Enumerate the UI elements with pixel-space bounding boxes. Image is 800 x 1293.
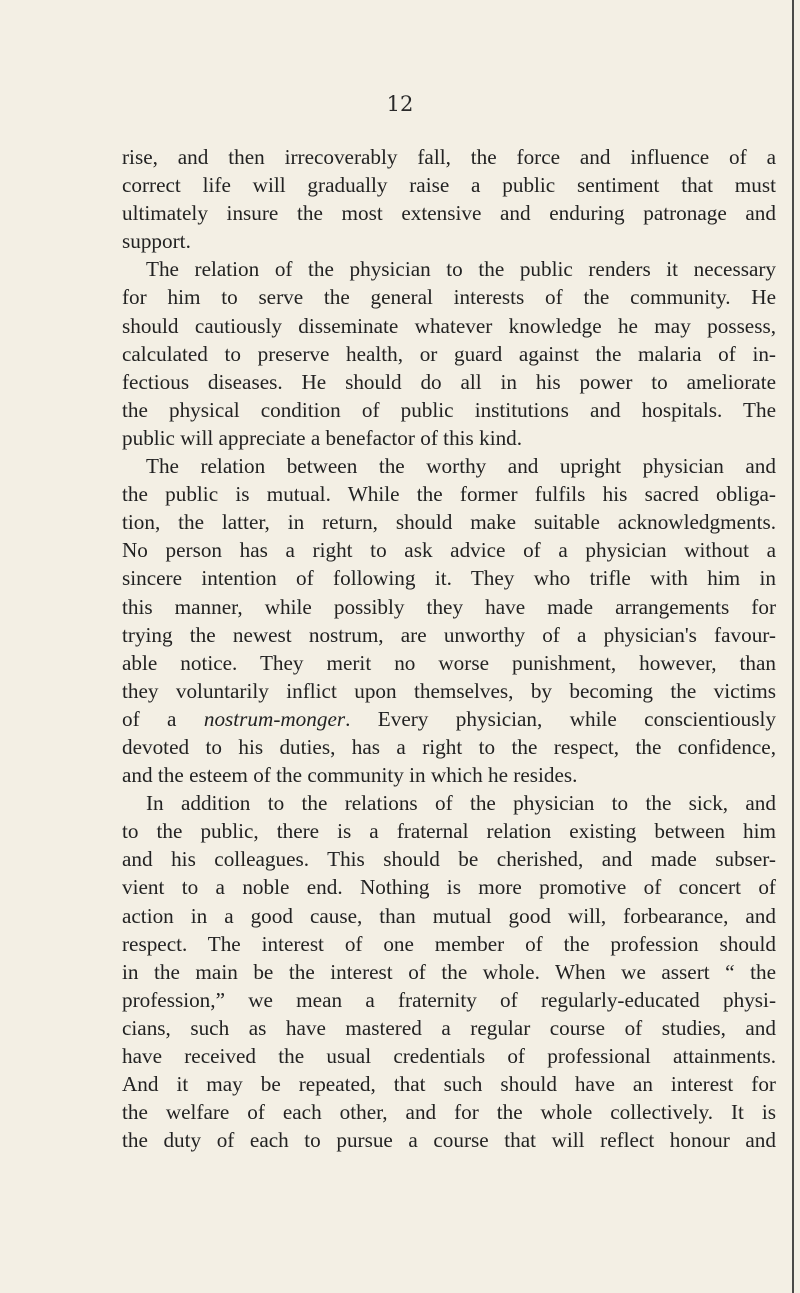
text-line: fectious diseases. He should do all in his power to ameliorate	[122, 369, 776, 394]
text-line: the welfare of each other, and for the whole collectively. It is	[122, 1100, 776, 1125]
text-line: In addition to the relations of the physician to the sick, and	[146, 791, 776, 816]
text-line: support.	[122, 229, 191, 254]
text-line: for him to serve the general interests of the community. He	[122, 285, 776, 310]
text-line: the public is mutual. While the former fulfils his sacred obliga-	[122, 482, 776, 507]
text-line: the duty of each to pursue a course that will reflect honour and	[122, 1128, 776, 1153]
text-line: action in a good cause, than mutual good will, forbearance, and	[122, 903, 776, 928]
text-line: this manner, while possibly they have made arrangements for	[122, 594, 776, 619]
text-line: able notice. They merit no worse punishment, however, than	[122, 650, 776, 675]
text-line: vient to a noble end. Nothing is more promotive of concert of	[122, 875, 776, 900]
body-text	[122, 143, 776, 1154]
text-line: And it may be repeated, that such should have an interest for	[122, 1072, 776, 1097]
text-line: profession,” we mean a fraternity of regularly-educated physi-	[122, 987, 776, 1012]
text-line: The relation between the worthy and upright physician and	[146, 454, 776, 479]
text-line: public will appreciate a benefactor of this kind.	[122, 425, 523, 450]
text-line: should cautiously disseminate whatever knowledge he may possess,	[122, 313, 776, 338]
page-edge-line	[792, 0, 794, 1293]
text-line: correct life will gradually raise a public sentiment that must	[122, 173, 776, 198]
text-line: trying the newest nostrum, are unworthy of a physician's favour-	[122, 622, 776, 647]
page-number: 12	[386, 92, 414, 116]
text-line: cians, such as have mastered a regular course of studies, and	[122, 1015, 776, 1040]
text-line: No person has a right to ask advice of a physician without a	[122, 538, 776, 563]
text-line: and his colleagues. This should be cherished, and made subser-	[122, 847, 776, 872]
text-line: sincere intention of following it. They who trifle with him in	[122, 566, 776, 591]
text-line: they voluntarily inflict upon themselves, by becoming the victims	[122, 678, 776, 703]
text-line: devoted to his duties, has a right to the respect, the confidence,	[122, 734, 776, 759]
text-line: of a nostrum-monger. Every physician, while conscientiously	[122, 706, 776, 731]
text-line: calculated to preserve health, or guard against the malaria of in-	[122, 341, 776, 366]
text-line: The relation of the physician to the public renders it necessary	[146, 257, 776, 282]
text-line: in the main be the interest of the whole. When we assert “ the	[122, 959, 776, 984]
text-line: respect. The interest of one member of the profession should	[122, 931, 776, 956]
text-line: the physical condition of public institutions and hospitals. The	[122, 397, 776, 422]
text-line: to the public, there is a fraternal relation existing between him	[122, 819, 776, 844]
italic-term: nostrum-monger	[203, 706, 346, 731]
text-line: and the esteem of the community in which he resides.	[122, 763, 578, 788]
text-line: ultimately insure the most extensive and enduring patronage and	[122, 201, 776, 226]
text-line: tion, the latter, in return, should make suitable acknowledgments.	[122, 510, 776, 535]
text-line: have received the usual credentials of professional attainments.	[122, 1044, 776, 1068]
text-line: rise, and then irrecoverably fall, the force and influence of a	[122, 145, 776, 169]
